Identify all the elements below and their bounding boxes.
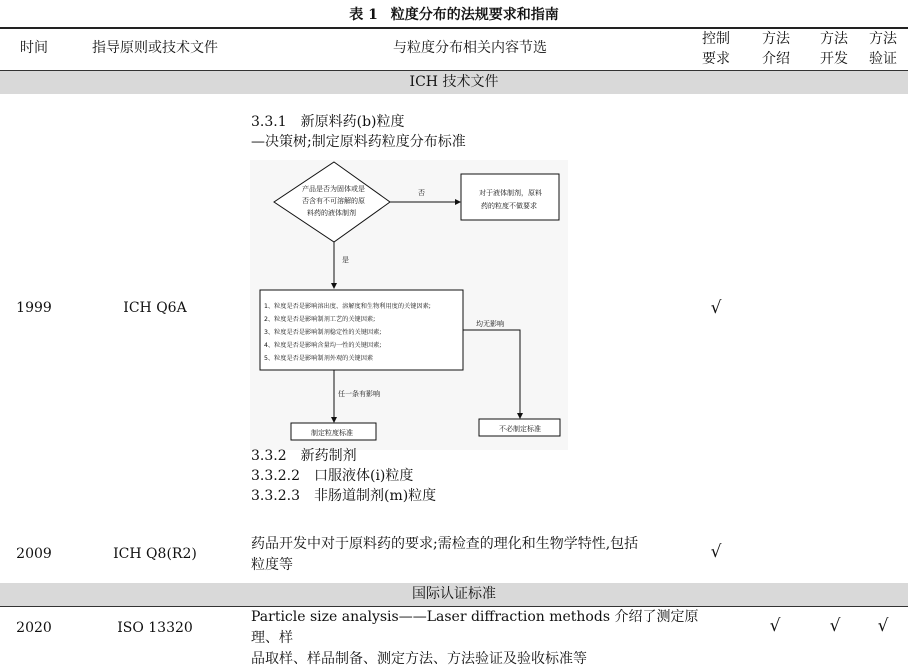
row-2020-content-l2: 品取样、样品制备、测定方法、方法验证及验收标准等: [251, 651, 587, 667]
row-2020-year: 2020: [16, 620, 52, 636]
row-1999-control-check: √: [710, 298, 722, 318]
row-2009-content: [251, 534, 691, 576]
section-3-3-2: 3.3.2 新药制剂: [251, 448, 357, 464]
factor-4: 4、粒度是否是影响含量均一性的关键因素;: [264, 342, 382, 349]
row-2020-guideline: ISO 13320: [117, 620, 193, 636]
decision-tree-figure: [250, 160, 568, 450]
yes-label: 是: [342, 256, 349, 264]
factor-2: 2、粒度是否是影响制剂工艺的关键因素;: [264, 316, 376, 323]
header-method-val-l2: 验证: [869, 51, 897, 67]
header-guideline: 指导原则或技术文件: [92, 40, 218, 56]
header-method-dev-l2: 开发: [820, 51, 848, 67]
row-2020-dev-check: √: [829, 616, 841, 636]
header-method-dev: [812, 29, 856, 69]
section-3-3-2-2: 3.3.2.2 口服液体(i)粒度: [251, 468, 414, 484]
row-2009-year: 2009: [16, 546, 52, 562]
row-2020-intro-check: √: [769, 616, 781, 636]
all-no-label: 均无影响: [476, 320, 504, 328]
liquid-box: [461, 174, 559, 220]
row-2020-content-l1: Particle size analysis——Laser diffraction methods 介绍了测定原理、样: [251, 609, 699, 646]
header-control: [694, 29, 738, 69]
row-2009-guideline: ICH Q8(R2): [113, 546, 197, 562]
header-method-dev-l1: 方法: [820, 31, 848, 47]
row-1999-year: 1999: [16, 300, 52, 316]
row-2020-content: [251, 607, 701, 670]
no-label: 否: [418, 189, 425, 197]
section-intl-band: 国际认证标准: [0, 583, 908, 606]
header-method-intro-l1: 方法: [762, 31, 790, 47]
liquid-text-l2: 药的粒度不做要求: [481, 202, 537, 210]
section-3-3-1: 3.3.1 新原料药(b)粒度: [251, 114, 405, 130]
row-1999-guideline: ICH Q6A: [123, 300, 187, 316]
diamond-text-l1: 产品是否为固体或是: [302, 185, 365, 193]
section-ich-band: ICH 技术文件: [0, 71, 908, 94]
diamond-text-l3: 料药的液体制剂: [307, 209, 356, 217]
header-year: 时间: [20, 40, 48, 56]
row-2020-val-check: √: [877, 616, 889, 636]
factor-5: 5、粒度是否是影响制剂外观的关键因素: [264, 355, 374, 362]
row-2009-content-l1: 药品开发中对于原料药的要求;需检查的理化和生物学特性,包括: [251, 536, 639, 552]
header-method-val-l1: 方法: [869, 31, 897, 47]
section-3-3-2-3: 3.3.2.3 非肠道制剂(m)粒度: [251, 488, 437, 504]
liquid-text-l1: 对于液体制剂，原料: [479, 189, 542, 197]
header-control-l1: 控制: [702, 31, 730, 47]
no-spec-text: 不必制定标准: [499, 425, 541, 433]
factor-3: 3、粒度是否是影响制剂稳定性的关键因素;: [264, 329, 382, 336]
set-spec-text: 制定粒度标准: [311, 429, 353, 437]
table-caption: [0, 4, 908, 24]
table-number: 表 1: [349, 7, 378, 23]
header-method-val: [861, 29, 905, 69]
row-2009-control-check: √: [710, 542, 722, 562]
decision-tree-title: —决策树;制定原料药粒度分布标准: [251, 134, 466, 150]
all-no-arrow: [463, 330, 520, 418]
header-control-l2: 要求: [702, 51, 730, 67]
any-yes-label: 任一条有影响: [338, 390, 380, 398]
diamond-text-l2: 否含有不可溶解的原: [302, 197, 365, 205]
header-method-intro: [754, 29, 798, 69]
table-title: 粒度分布的法规要求和指南: [390, 7, 559, 23]
header-content: 与粒度分布相关内容节选: [393, 40, 547, 56]
factor-1: 1、粒度是否是影响溶出度、溶解度和生物利用度的关键因素;: [264, 303, 431, 310]
row-2009-content-l2: 粒度等: [251, 557, 293, 573]
header-method-intro-l2: 介绍: [762, 51, 790, 67]
